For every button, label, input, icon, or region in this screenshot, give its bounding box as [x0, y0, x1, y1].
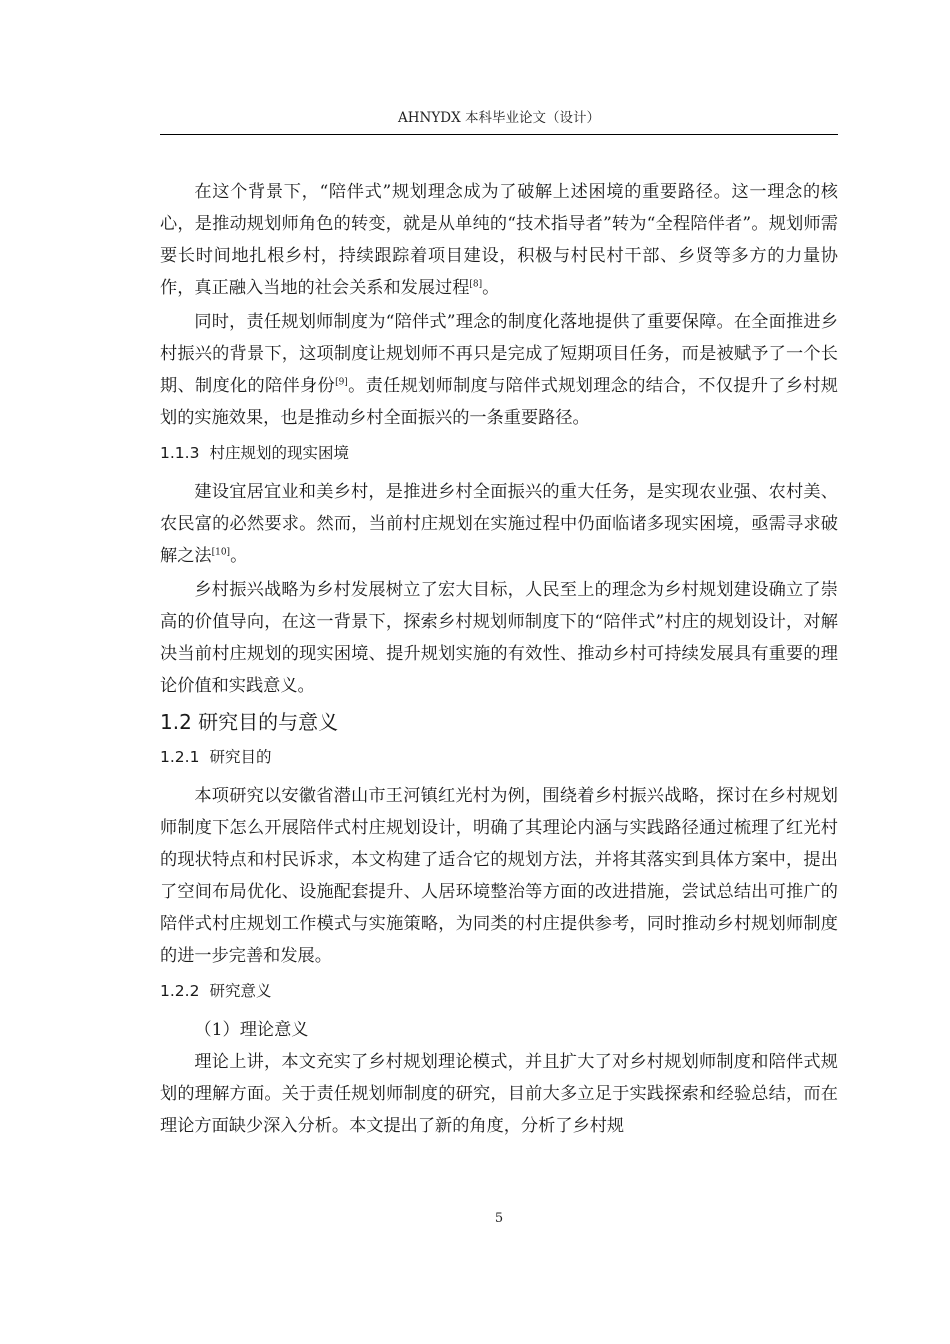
heading-1-2: 1.2 研究目的与意义: [160, 710, 339, 734]
paragraph-1-text: 在这个背景下，“陪伴式”规划理念成为了破解上述困境的重要路径。这一理念的核心，是推动规划师角色的转变，就是从单纯的“技术指导者”转为“全程陪伴者”。规划师需要长时间地扎根乡村，持续跟踪着项目建设，积极与村民村干部、乡贤等多方的力量协作，真正融入当地的社会关系和发展过程: [160, 182, 838, 298]
paragraph-3: [160, 476, 838, 572]
heading-1-1-3-title: 村庄规划的现实困境: [209, 444, 349, 462]
list-item-theory: （1）理论意义: [194, 1020, 309, 1040]
page-body: [160, 176, 838, 1144]
page-header: AHNYDX 本科毕业论文（设计）: [398, 110, 600, 126]
paragraph-1: [160, 176, 838, 304]
heading-1-2-1-number: 1.2.1: [160, 748, 200, 766]
paragraph-2-text: 同时，责任规划师制度为“陪伴式”理念的制度化落地提供了重要保障。在全面推进乡村振兴的背景下，这项制度让规划师不再只是完成了短期项目任务，而是被赋予了一个长期、制度化的陪伴身份: [160, 312, 838, 396]
paragraph-3-text: 建设宜居宜业和美乡村，是推进乡村全面振兴的重大任务，是实现农业强、农村美、农民富的必然要求。然而，当前村庄规划在实施过程中仍面临诸多现实困境，亟需寻求破解之法: [160, 482, 838, 566]
heading-1-2-1: [160, 744, 838, 770]
paragraph-2-tail: 。责任规划师制度与陪伴式规划理念的结合，不仅提升了乡村规划的实施效果，也是推动乡村全面振兴的一条重要路径。: [160, 376, 838, 428]
heading-1-2-1-title: 研究目的: [209, 748, 272, 766]
paragraph-3-tail: 。: [230, 546, 248, 566]
paragraph-6: 理论上讲，本文充实了乡村规划理论模式，并且扩大了对乡村规划师制度和陪伴式规划的理解方面。关于责任规划师制度的研究，目前大多立足于实践探索和经验总结，而在理论方面缺少深入分析。本文提出了新的角度，分析了乡村规: [160, 1052, 838, 1136]
heading-1-2-2-title: 研究意义: [209, 982, 272, 1000]
paragraph-5: 本项研究以安徽省潜山市王河镇红光村为例，围绕着乡村振兴战略，探讨在乡村规划师制度下怎么开展陪伴式村庄规划设计，明确了其理论内涵与实践路径通过梳理了红光村的现状特点和村民诉求，本文构建了适合它的规划方法，并将其落实到具体方案中，提出了空间布局优化、设施配套提升、人居环境整治等方面的改进措施，尝试总结出可推广的陪伴式村庄规划工作模式与实施策略，为同类的村庄提供参考，同时推动乡村规划师制度的进一步完善和发展。: [160, 786, 838, 966]
heading-1-1-3-number: 1.1.3: [160, 444, 200, 462]
citation-9[interactable]: [9]: [335, 377, 348, 388]
heading-1-2-2-number: 1.2.2: [160, 982, 200, 1000]
heading-1-1-3: [160, 440, 838, 466]
header-rule: [160, 134, 838, 135]
page-number: 5: [494, 1211, 504, 1226]
paragraph-2: [160, 306, 838, 434]
citation-8[interactable]: [8]: [469, 279, 483, 290]
paragraph-1-tail: 。: [482, 278, 500, 298]
citation-10[interactable]: [10]: [211, 547, 231, 558]
paragraph-4: 乡村振兴战略为乡村发展树立了宏大目标，人民至上的理念为乡村规划建设确立了崇高的价值导向，在这一背景下，探索乡村规划师制度下的“陪伴式”村庄的规划设计，对解决当前村庄规划的现实困境、提升规划实施的有效性、推动乡村可持续发展具有重要的理论价值和实践意义。: [160, 580, 838, 696]
heading-1-2-2: [160, 978, 838, 1004]
